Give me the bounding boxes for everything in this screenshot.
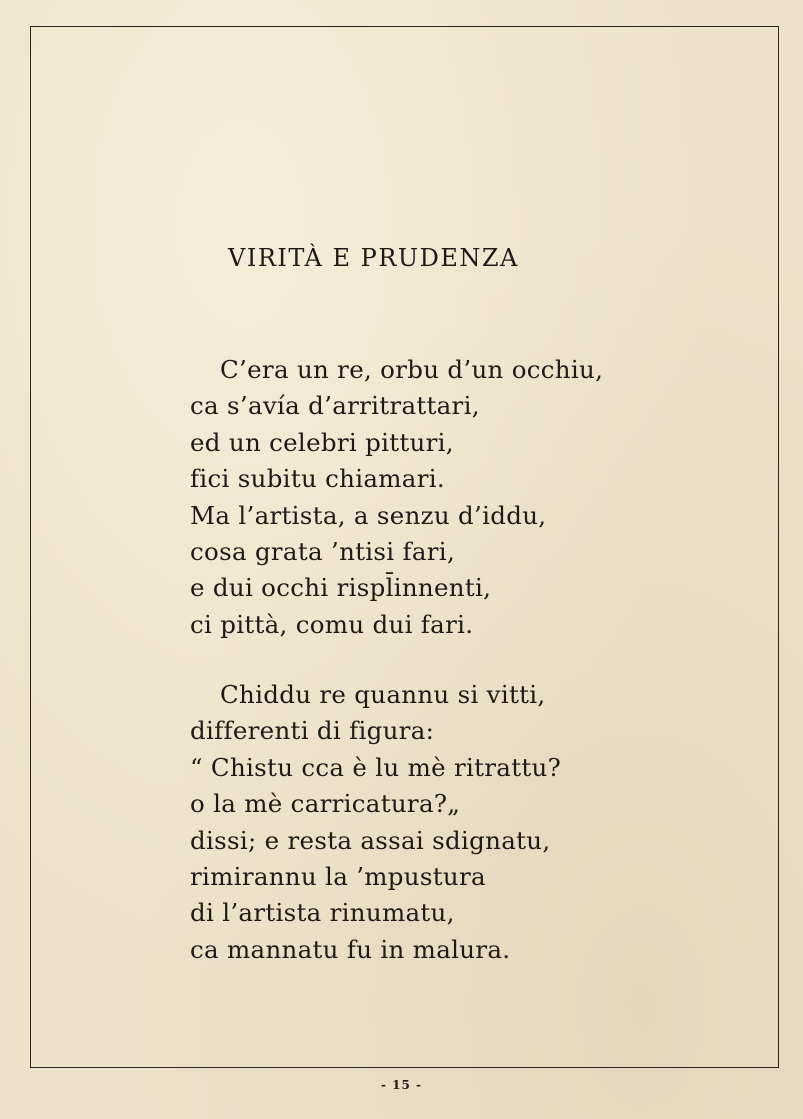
poem-line: C’era un re, orbu d’un occhiu, (220, 355, 604, 384)
poem-line: o la mè carricatura?„ (190, 789, 461, 819)
poem-line: di l’artista rinumatu, (190, 898, 455, 928)
poem-line: ci pittà, comu dui fari. (190, 609, 474, 639)
poem-line: ca mannatu fu in malura. (190, 934, 511, 964)
poem-line: fici subitu chiamari. (190, 464, 445, 494)
poem-line: cosa grata ’ntisi fari, (190, 537, 456, 567)
poem-line: dissi; e resta assai sdignatu, (190, 825, 551, 855)
poem-title: VIRITÀ E PRUDENZA (228, 244, 519, 272)
poem-line: Ma l’artista, a senzu d’iddu, (190, 500, 547, 530)
poem-line: ed un celebri pitturi, (190, 427, 454, 457)
poem-line: differenti di figura: (190, 716, 435, 746)
poem-line: rimirannu la ’mpustura (190, 862, 486, 892)
poem-line: e dui occhi rispl̄innenti, (190, 573, 492, 603)
poem-line: Chiddu re quannu si vitti, (220, 680, 546, 709)
stanza-1 (190, 352, 603, 643)
poem-line: “ Chistu cca è lu mè ritrattu? (190, 752, 562, 782)
stanza-2 (190, 677, 561, 968)
poem-line: ca s’avía d’arritrattari, (190, 391, 480, 421)
page-number: - 15 - (380, 1078, 422, 1092)
